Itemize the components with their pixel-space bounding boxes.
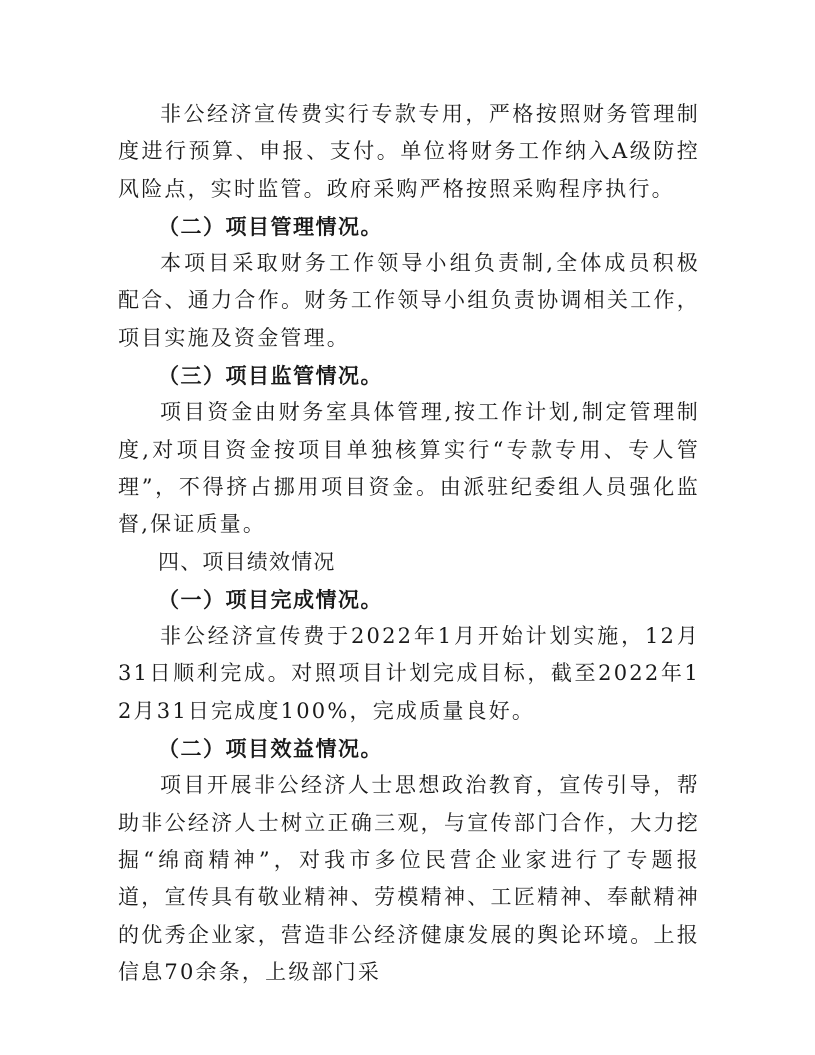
heading-project-supervision: （三）项目监管情况。 — [158, 363, 383, 389]
heading-project-completion: （一）项目完成情况。 — [158, 586, 383, 612]
paragraph-project-benefits: 项目开展非公经济人士思想政治教育，宣传引导，帮助非公经济人士树立正确三观，与宣传部门合作，大力挖掘“绵商精神”，对我市多位民营企业家进行了专题报道，宣传具有敬业精神、劳模精神、工匠精神、奉献精神的优秀企业家，营造非公经济健康发展的舆论环境。上报信息70余条，上级部门采 — [118, 773, 700, 984]
paragraph-project-completion: 非公经济宣传费于2022年1月开始计划实施，12月31日顺利完成。对照项目计划完成目标，截至2022年12月31日完成度100%，完成质量良好。 — [118, 624, 700, 723]
paragraph-project-management: 本项目采取财务工作领导小组负责制,全体成员积极配合、通力合作。财务工作领导小组负责协调相关工作，项目实施及资金管理。 — [118, 251, 700, 350]
paragraph-fund-usage: 非公经济宣传费实行专款专用，严格按照财务管理制度进行预算、申报、支付。单位将财务工作纳入A级防控风险点，实时监管。政府采购严格按照采购程序执行。 — [118, 102, 700, 201]
heading-project-benefits: （二）项目效益情况。 — [158, 736, 383, 762]
heading-project-management: （二）项目管理情况。 — [158, 213, 383, 239]
document-body — [118, 96, 700, 991]
paragraph-project-supervision: 项目资金由财务室具体管理,按工作计划,制定管理制度,对项目资金按项目单独核算实行“专款专用、专人管理”，不得挤占挪用项目资金。由派驻纪委组人员强化监督,保证质量。 — [118, 400, 700, 537]
section-heading-performance: 四、项目绩效情况 — [158, 549, 336, 574]
